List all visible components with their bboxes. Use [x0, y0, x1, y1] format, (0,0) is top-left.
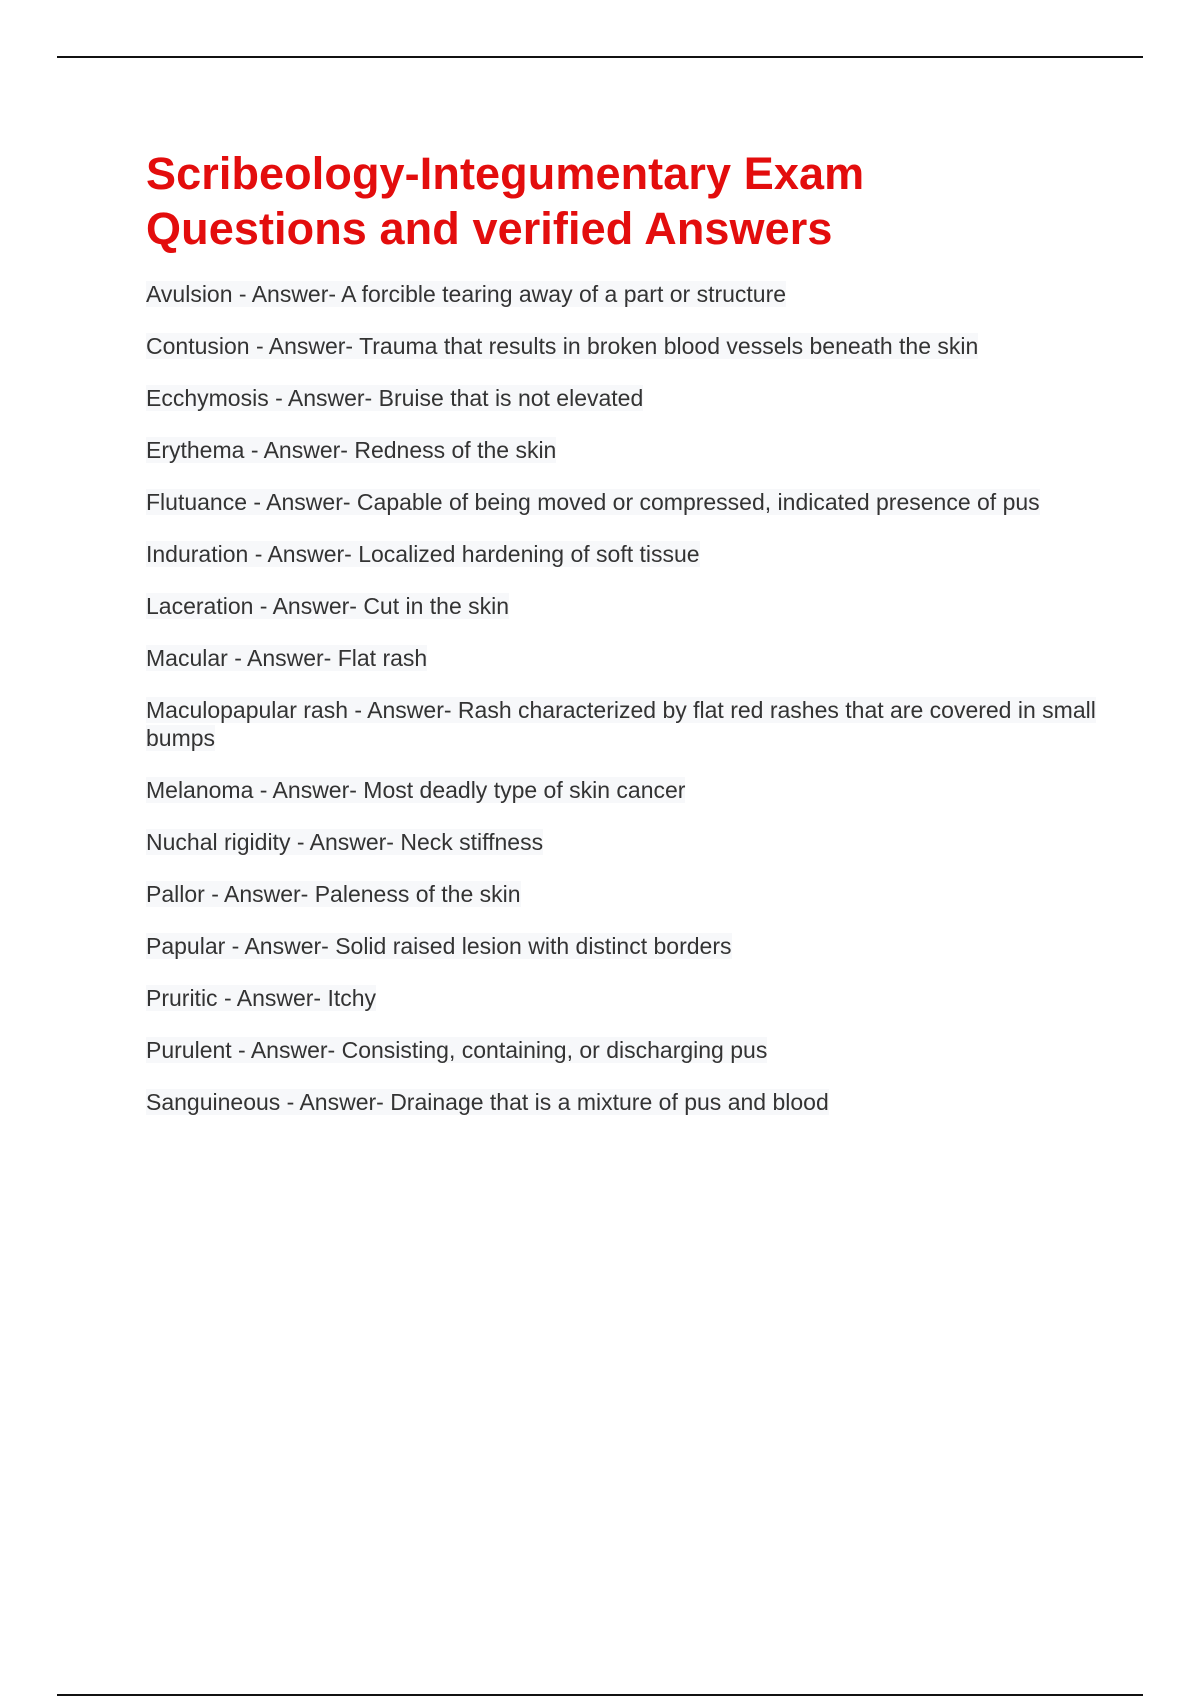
qa-text: Ecchymosis - Answer- Bruise that is not elevated	[146, 385, 644, 411]
list-item	[146, 384, 1096, 412]
list-item	[146, 984, 1096, 1012]
qa-text: Avulsion - Answer- A forcible tearing away of a part or structure	[146, 281, 787, 307]
list-item	[146, 436, 1096, 464]
page-title: Scribeology-Integumentary Exam Questions and verified Answers	[146, 148, 865, 254]
qa-text: Erythema - Answer- Redness of the skin	[146, 437, 557, 463]
top-divider	[57, 56, 1143, 58]
qa-text: Laceration - Answer- Cut in the skin	[146, 593, 510, 619]
qa-text: Nuchal rigidity - Answer- Neck stiffness	[146, 829, 544, 855]
list-item	[146, 932, 1096, 960]
list-item	[146, 1088, 1096, 1116]
list-item	[146, 332, 1096, 360]
qa-text: Melanoma - Answer- Most deadly type of skin cancer	[146, 777, 686, 803]
qa-text: Purulent - Answer- Consisting, containing, or discharging pus	[146, 1037, 768, 1063]
qa-text: Induration - Answer- Localized hardening of soft tissue	[146, 541, 700, 567]
qa-text: Sanguineous - Answer- Drainage that is a mixture of pus and blood	[146, 1089, 829, 1115]
list-item	[146, 280, 1096, 308]
qa-text: Flutuance - Answer- Capable of being moved or compressed, indicated presence of pus	[146, 489, 1040, 515]
list-item	[146, 488, 1096, 516]
list-item	[146, 1036, 1096, 1064]
document-body	[146, 146, 1096, 1140]
qa-text: Pruritic - Answer- Itchy	[146, 985, 377, 1011]
list-item	[146, 592, 1096, 620]
qa-text: Maculopapular rash - Answer- Rash characterized by flat red rashes that are covered in small bumps	[146, 697, 1096, 751]
qa-text: Papular - Answer- Solid raised lesion with distinct borders	[146, 933, 732, 959]
qa-text: Pallor - Answer- Paleness of the skin	[146, 881, 521, 907]
list-item	[146, 644, 1096, 672]
list-item	[146, 880, 1096, 908]
list-item	[146, 828, 1096, 856]
qa-text: Contusion - Answer- Trauma that results in broken blood vessels beneath the skin	[146, 333, 979, 359]
list-item	[146, 776, 1096, 804]
list-item	[146, 696, 1096, 752]
qa-text: Macular - Answer- Flat rash	[146, 645, 428, 671]
bottom-divider	[57, 1694, 1143, 1696]
list-item	[146, 540, 1096, 568]
qa-list	[146, 280, 1096, 1116]
